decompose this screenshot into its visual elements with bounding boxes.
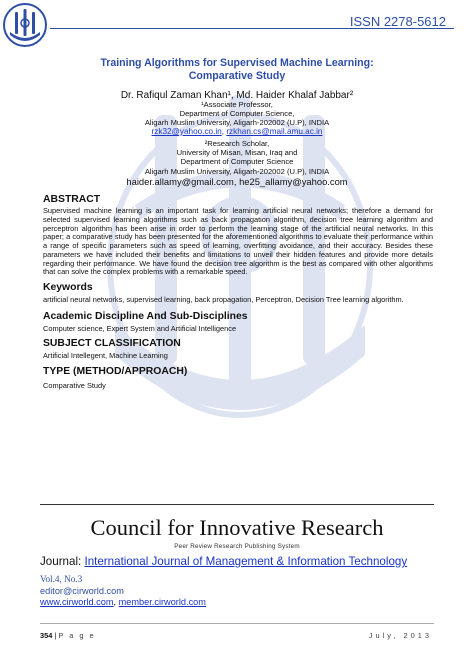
author-1-emails xyxy=(20,127,454,136)
abstract-text: Supervised machine learning is an important task for learning artificial neural networks; therefore a demand for selected supervised learning algorithms such as back propagation algorithm, decision tree learning algorithm and perceptron algorithm has been arise in order to perform the learning stage of the artificial neural networks. In this paper; a comparative study has been presented for the aforementioned algorithms to evaluate their performance within a range of specific parameters such as speed of learning, overfitting avoidance, and their accuracy. Besides these parameters we have included their benefits and limitations to unveil their hidden features and provide more details regarding their performance. We have found the decision tree algorithm is the best as compared with other algorithms that can solve the complex problems with a remarkable speed. xyxy=(43,206,433,277)
editor-email[interactable]: editor@cirworld.com xyxy=(40,586,124,596)
member-link[interactable]: member.cirworld.com xyxy=(118,597,206,607)
keywords-text: artificial neural networks, supervised learning, back propagation, Perceptron, Decision Tree learning algorithm. xyxy=(43,295,404,304)
subject-heading: SUBJECT CLASSIFICATION xyxy=(43,338,181,349)
journal-prefix: Journal: xyxy=(40,555,85,568)
title-line-2: Comparative Study xyxy=(188,70,286,82)
affiliation-2-line: University of Misan, Misan, Iraq and xyxy=(176,148,298,158)
abstract-heading: ABSTRACT xyxy=(43,194,101,205)
website-link[interactable]: www.cirworld.com xyxy=(40,597,114,607)
journal-line xyxy=(40,555,407,568)
affiliation-2-line: ²Research Scholar, xyxy=(204,139,270,148)
page-footer-rule xyxy=(40,623,434,624)
affiliation-1 xyxy=(20,100,454,128)
council-title: Council for Innovative Research xyxy=(90,515,384,540)
email-link[interactable]: rzk32@yahoo.co.in xyxy=(151,127,222,136)
type-text: Comparative Study xyxy=(43,381,106,390)
discipline-heading: Academic Discipline And Sub-Disciplines xyxy=(43,311,248,322)
cir-logo-icon xyxy=(2,2,48,48)
subject-text: Artificial Intellegent, Machine Learning xyxy=(43,351,168,360)
affiliation-2-line: Aligarh Muslim University, Aligarh-202002 (U.P), INDIA xyxy=(144,166,330,176)
affiliation-1-line: Aligarh Muslim University, Aligarh-202002 (U.P), INDIA xyxy=(144,118,330,128)
affiliation-1-line: ¹Associate Professor, xyxy=(201,100,273,109)
type-heading: TYPE (METHOD/APPROACH) xyxy=(43,366,188,377)
peer-review-tagline: Peer Review Research Publishing System xyxy=(174,543,300,550)
page-separator: | xyxy=(52,631,59,640)
paper-title xyxy=(20,57,454,83)
email-separator: , xyxy=(221,127,227,136)
title-line-1: Training Algorithms for Supervised Machine Learning: xyxy=(100,57,374,69)
link-separator: , xyxy=(113,597,119,607)
website-links xyxy=(40,597,206,607)
keywords-heading: Keywords xyxy=(43,282,93,293)
discipline-text: Computer science, Expert System and Artificial Intelligence xyxy=(43,324,237,333)
affiliation-1-line: Department of Computer Science, xyxy=(179,109,295,119)
page-number xyxy=(40,631,96,640)
affiliation-2 xyxy=(20,139,454,176)
email-link[interactable]: rzkhan.cs@mail.amu.ac.in xyxy=(226,127,323,136)
issue-date: July, 2013 xyxy=(368,631,432,640)
volume-label: Vol.4, No.3 xyxy=(40,574,83,584)
issn-label: ISSN 2278-5612 xyxy=(349,14,446,29)
author-2-emails: haider.allamy@gmail.com, he25_allamy@yahoo.com xyxy=(126,176,348,187)
authors-line: Dr. Rafiqul Zaman Khan¹, Md. Haider Khalaf Jabbar² xyxy=(120,90,354,101)
footer-divider xyxy=(40,504,434,505)
journal-link[interactable]: International Journal of Management & Information Technology xyxy=(84,555,408,568)
page-number-value: 354 xyxy=(40,631,53,640)
page-word: P a g e xyxy=(58,631,96,640)
affiliation-2-line: Department of Computer Science xyxy=(180,157,294,167)
